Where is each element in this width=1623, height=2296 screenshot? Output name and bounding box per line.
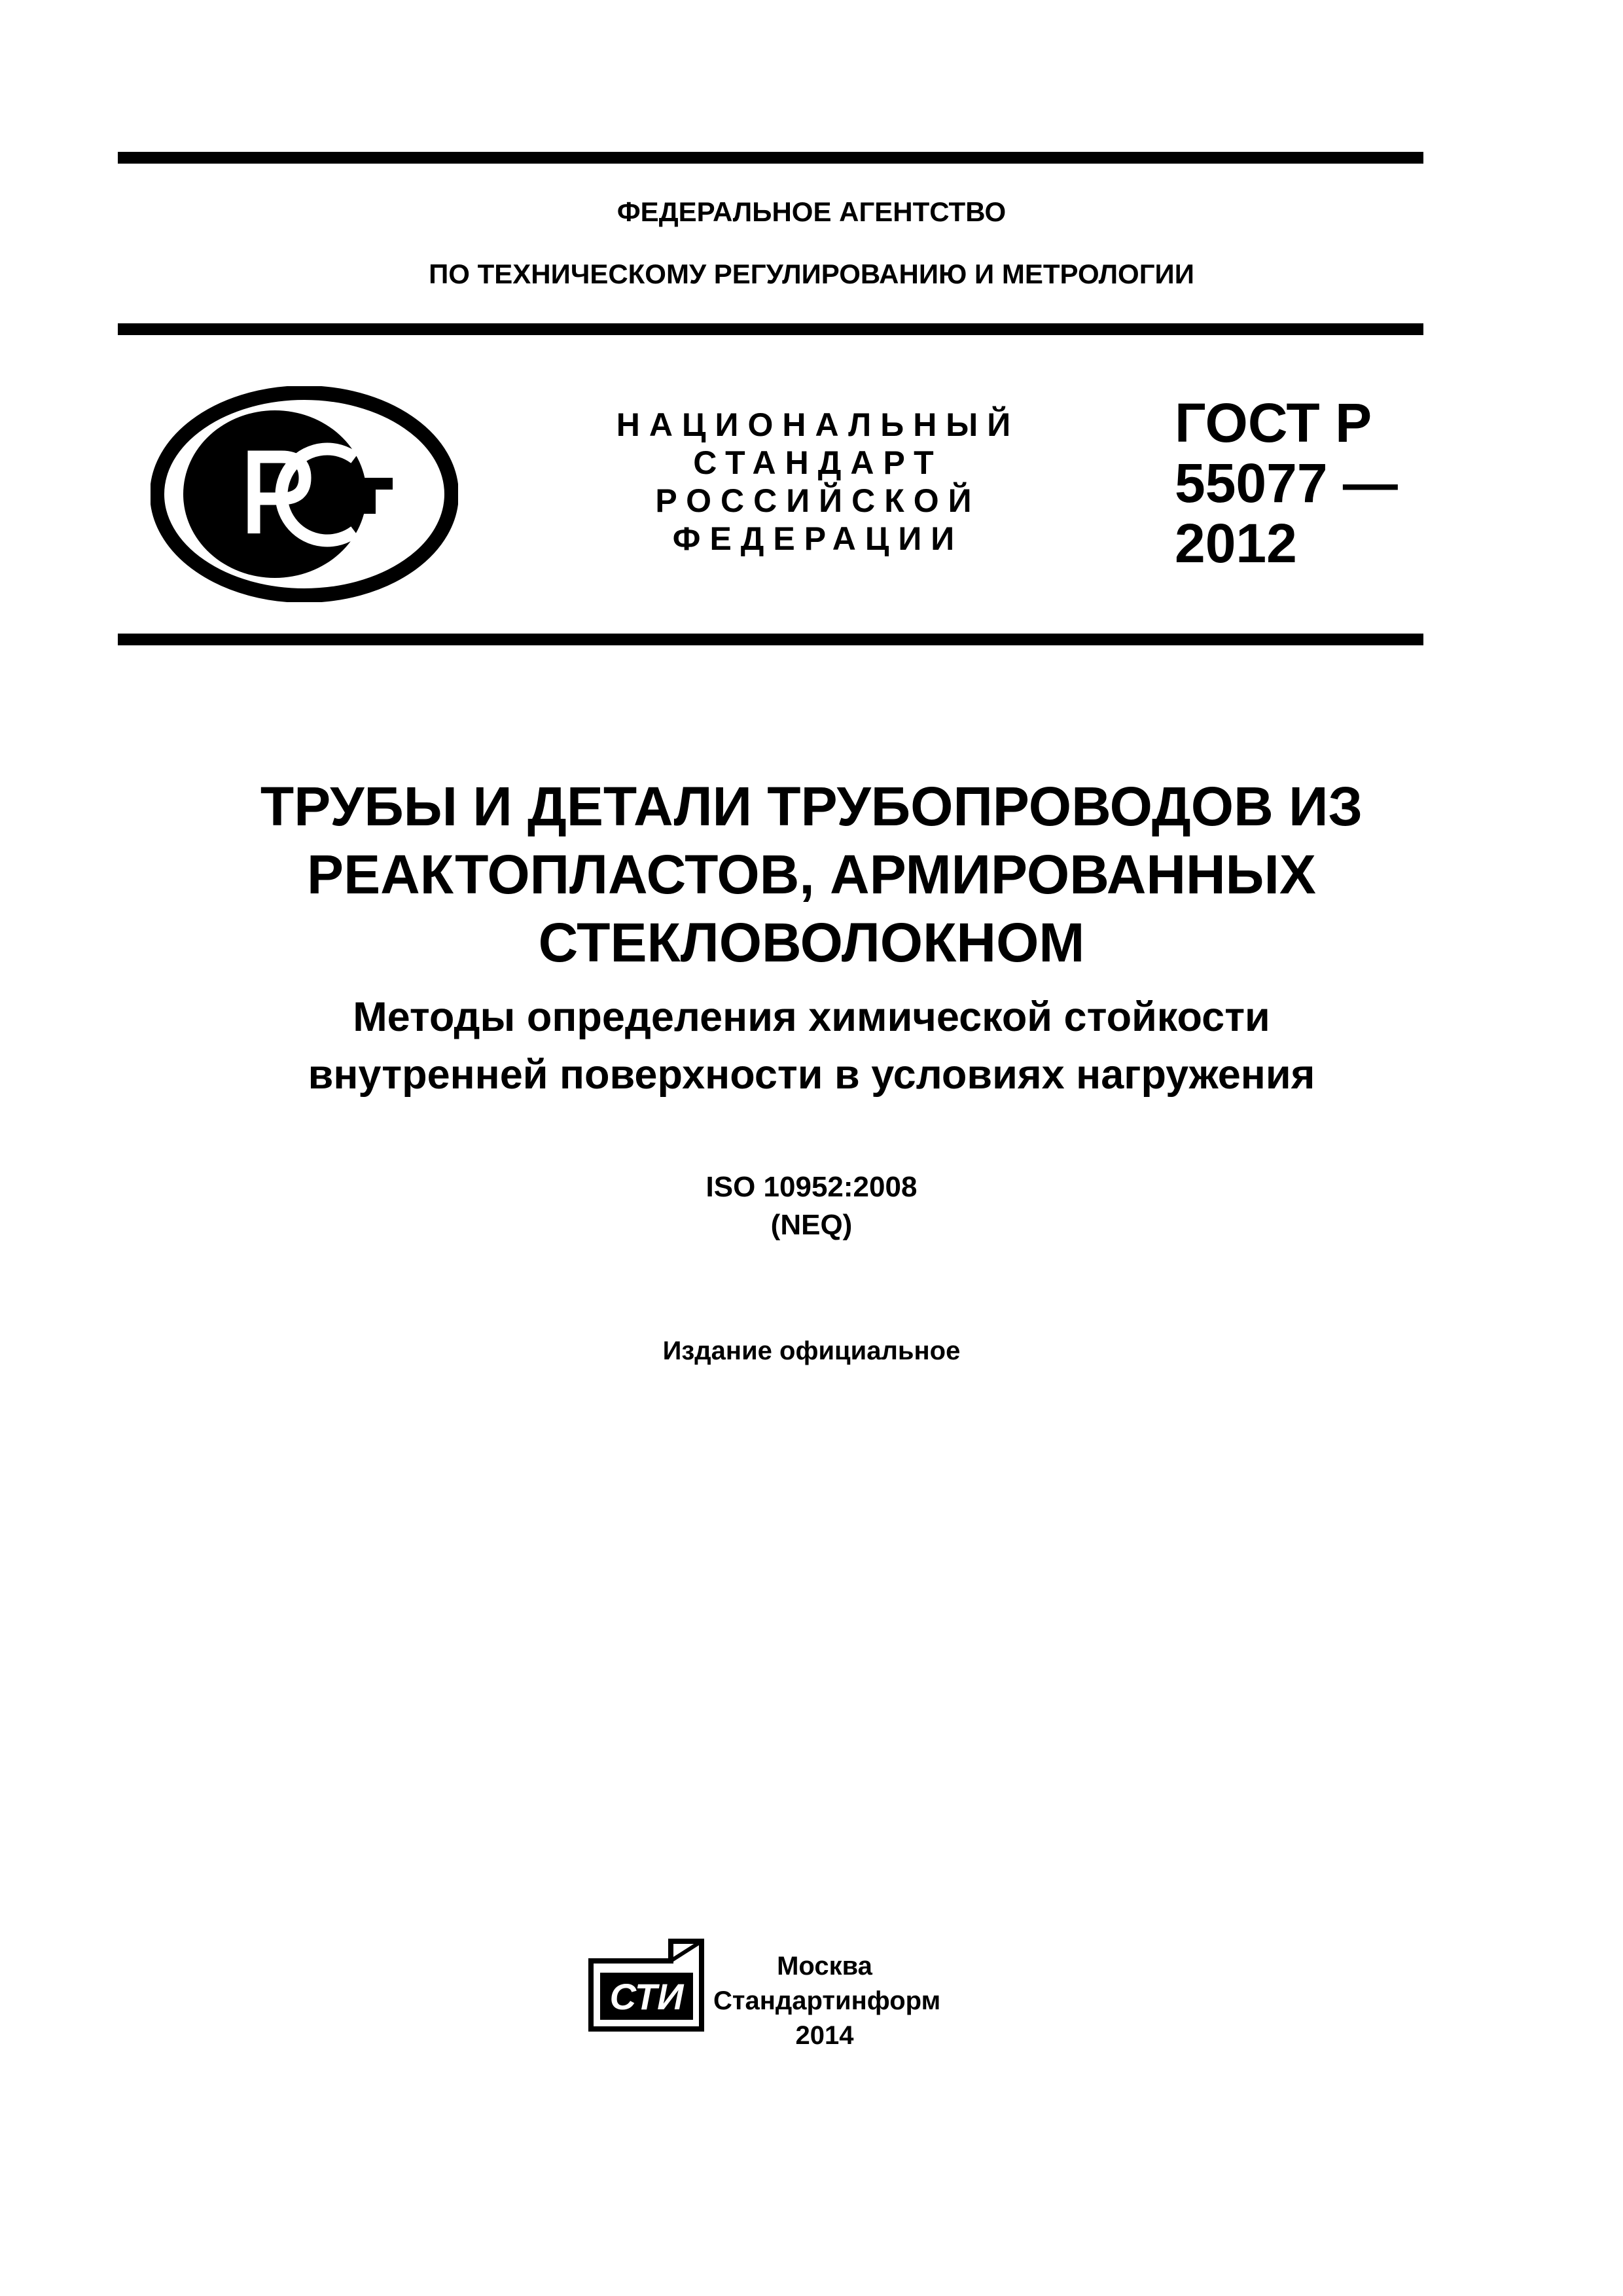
iso-reference-degree: (NEQ) (770, 1209, 853, 1241)
national-standard-label (589, 406, 1047, 558)
standartinform-logo-icon (586, 1936, 707, 2037)
iso-reference (0, 1168, 1623, 1244)
publisher-year: 2014 (795, 2021, 854, 2050)
rst-logo-icon (151, 386, 458, 605)
title-block-rule (118, 634, 1423, 645)
national-standard-line3: РОССИЙСКОЙ (655, 482, 981, 519)
gost-code-line1: ГОСТ Р (1175, 392, 1372, 454)
edition-label: Издание официальное (662, 1336, 961, 1365)
publisher-name: Стандартинформ (713, 1986, 941, 2015)
gost-code (1175, 393, 1398, 573)
iso-reference-code: ISO 10952:2008 (705, 1171, 918, 1203)
top-rule (118, 152, 1423, 164)
document-title-line3: СТЕКЛОВОЛОКНОМ (538, 912, 1085, 973)
document-subtitle-line2: внутренней поверхности в условиях нагружения (308, 1052, 1315, 1098)
header-rule (118, 323, 1423, 335)
document-title-line2: РЕАКТОПЛАСТОВ, АРМИРОВАННЫХ (307, 844, 1316, 905)
gost-code-line3: 2012 (1175, 512, 1297, 574)
publisher-city: Москва (777, 1952, 872, 1981)
document-title (0, 772, 1623, 977)
gost-code-line2: 55077 — (1175, 452, 1398, 514)
national-standard-line4: ФЕДЕРАЦИИ (672, 520, 964, 557)
document-title-line1: ТРУБЫ И ДЕТАЛИ ТРУБОПРОВОДОВ ИЗ (260, 776, 1363, 837)
national-standard-line1: НАЦИОНАЛЬНЫЙ (616, 406, 1020, 443)
standartinform-logo-text: СТИ (609, 1976, 684, 2017)
agency-name-line1: ФЕДЕРАЛЬНОЕ АГЕНТСТВО (616, 196, 1007, 227)
document-subtitle-line1: Методы определения химической стойкости (353, 994, 1270, 1040)
agency-name-line2: ПО ТЕХНИЧЕСКОМУ РЕГУЛИРОВАНИЮ И МЕТРОЛОГИИ (429, 259, 1194, 289)
national-standard-line2: СТАНДАРТ (693, 444, 943, 481)
publisher-info (713, 1949, 941, 2053)
document-subtitle (0, 988, 1623, 1103)
